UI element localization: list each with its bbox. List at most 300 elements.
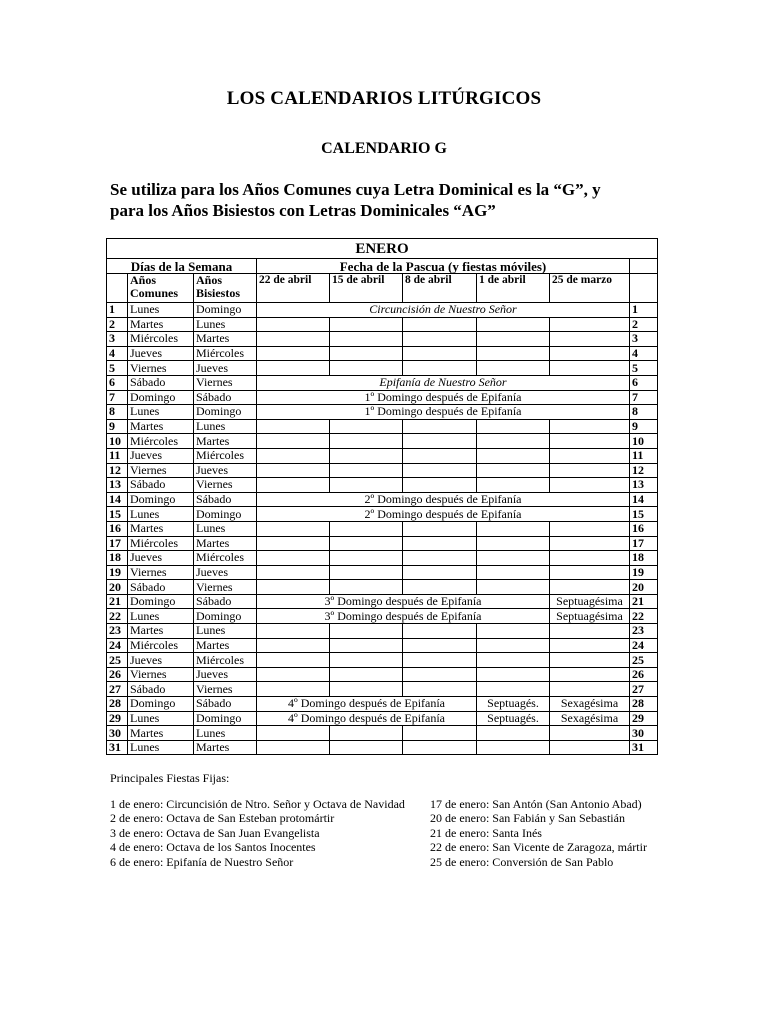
col-header-bisiestos: Años Bisiestos [194,274,257,303]
weekday-common-year: Viernes [128,667,194,682]
empty-cell [330,536,403,551]
empty-cell [403,740,477,755]
weekday-common-year: Jueves [128,653,194,668]
weekday-common-year: Sábado [128,375,194,390]
weekday-leap-year: Miércoles [194,346,257,361]
empty-cell [550,624,630,639]
empty-cell [477,434,550,449]
day-number: 18 [107,551,128,566]
weekday-leap-year: Sábado [194,390,257,405]
empty-cell [477,740,550,755]
empty-cell [330,478,403,493]
day-number: 26 [107,667,128,682]
empty-cell [257,463,330,478]
empty-cell [330,726,403,741]
calendar-row [107,740,658,755]
day-number-right: 21 [630,594,658,609]
calendar-row [107,434,658,449]
empty-cell [550,448,630,463]
day-number: 1 [107,303,128,318]
empty-cell [330,638,403,653]
day-number-right: 2 [630,317,658,332]
day-number-right: 18 [630,551,658,566]
empty-cell [477,536,550,551]
day-number: 19 [107,565,128,580]
weekday-leap-year: Lunes [194,419,257,434]
empty-cell [477,463,550,478]
empty-cell [550,419,630,434]
weekday-leap-year: Viernes [194,682,257,697]
day-number: 15 [107,507,128,522]
movable-feast: 1º Domingo después de Epifanía [257,390,630,405]
weekday-leap-year: Jueves [194,361,257,376]
empty-cell [477,361,550,376]
weekday-common-year: Sábado [128,580,194,595]
empty-cell [330,667,403,682]
weekday-leap-year: Viernes [194,375,257,390]
weekday-leap-year: Lunes [194,317,257,332]
movable-feast: 3º Domingo después de Epifanía [257,609,550,624]
empty-cell [403,361,477,376]
day-number-right: 1 [630,303,658,318]
day-number-right: 11 [630,448,658,463]
weekday-common-year: Jueves [128,346,194,361]
day-number-right: 31 [630,740,658,755]
empty-cell [550,463,630,478]
empty-cell [330,434,403,449]
day-number: 4 [107,346,128,361]
day-number-right: 30 [630,726,658,741]
empty-cell [403,536,477,551]
day-number: 9 [107,419,128,434]
fixed-feast-item: 22 de enero: San Vicente de Zaragoza, mártir [430,840,647,855]
fixed-feast-item: 1 de enero: Circuncisión de Ntro. Señor y Octava de Navidad [110,797,405,811]
weekday-common-year: Lunes [128,609,194,624]
empty-cell [403,565,477,580]
weekday-leap-year: Domingo [194,405,257,420]
empty-cell [550,565,630,580]
day-number: 21 [107,594,128,609]
day-number-right: 17 [630,536,658,551]
day-number-right: 27 [630,682,658,697]
empty-header-cell [630,259,658,274]
col-header-easter-date: 25 de marzo [550,274,630,303]
weekday-leap-year: Miércoles [194,551,257,566]
empty-cell [257,448,330,463]
weekday-common-year: Martes [128,624,194,639]
group-header-row [107,259,658,274]
empty-cell [403,726,477,741]
empty-cell [403,317,477,332]
weekday-leap-year: Martes [194,536,257,551]
calendar-row [107,303,658,318]
calendar-row [107,507,658,522]
empty-cell [477,580,550,595]
weekday-common-year: Miércoles [128,434,194,449]
empty-cell [257,726,330,741]
fixed-feast-item: 6 de enero: Epifanía de Nuestro Señor [110,854,294,869]
col-header-comunes: Años Comunes [128,274,194,303]
weekday-leap-year: Lunes [194,624,257,639]
fixed-feasts-left-list [110,797,405,869]
calendar-row [107,580,658,595]
calendar-row [107,405,658,420]
empty-cell [257,624,330,639]
calendar-row [107,682,658,697]
empty-cell [330,682,403,697]
empty-cell [257,536,330,551]
calendar-row [107,332,658,347]
day-number-right: 22 [630,609,658,624]
day-number: 7 [107,390,128,405]
calendar-row [107,492,658,507]
intro-line: Se utiliza para los Años Comunes cuya Letra Dominical es la “G”, y [110,180,601,199]
empty-cell [330,740,403,755]
day-number: 16 [107,521,128,536]
day-number-right: 8 [630,405,658,420]
day-number: 27 [107,682,128,697]
empty-cell [257,521,330,536]
weekday-leap-year: Sábado [194,697,257,712]
empty-cell [403,434,477,449]
empty-header-cell [107,274,128,303]
empty-cell [550,332,630,347]
weekday-leap-year: Domingo [194,303,257,318]
weekday-common-year: Miércoles [128,536,194,551]
empty-cell [550,346,630,361]
day-number: 11 [107,448,128,463]
empty-cell [257,580,330,595]
empty-cell [403,419,477,434]
empty-cell [550,638,630,653]
weekday-leap-year: Martes [194,434,257,449]
day-number: 29 [107,711,128,726]
empty-cell [477,667,550,682]
weekday-common-year: Viernes [128,565,194,580]
day-number-right: 13 [630,478,658,493]
weekday-common-year: Lunes [128,303,194,318]
weekday-leap-year: Martes [194,740,257,755]
day-number: 6 [107,375,128,390]
empty-cell [403,667,477,682]
movable-feast: Sexagésima [550,711,630,726]
weekday-common-year: Martes [128,726,194,741]
empty-cell [257,434,330,449]
weekday-common-year: Martes [128,521,194,536]
weekday-leap-year: Miércoles [194,448,257,463]
empty-cell [477,726,550,741]
empty-cell [550,536,630,551]
empty-cell [477,682,550,697]
calendar-row [107,726,658,741]
empty-cell [550,551,630,566]
intro-line: para los Años Bisiestos con Letras Dominicales “AG” [110,201,496,220]
empty-cell [403,478,477,493]
weekday-leap-year: Martes [194,332,257,347]
movable-feast: 2º Domingo después de Epifanía [257,492,630,507]
empty-cell [257,565,330,580]
calendar-row [107,697,658,712]
col-header-easter-date: 8 de abril [403,274,477,303]
empty-cell [257,419,330,434]
empty-cell [257,361,330,376]
empty-cell [550,478,630,493]
day-number-right: 14 [630,492,658,507]
month-header-row [107,239,658,259]
calendar-row [107,609,658,624]
weekday-common-year: Lunes [128,405,194,420]
empty-cell [330,551,403,566]
empty-cell [257,740,330,755]
weekday-common-year: Lunes [128,711,194,726]
calendar-row [107,551,658,566]
empty-cell [257,317,330,332]
empty-cell [330,361,403,376]
day-number-right: 15 [630,507,658,522]
day-number: 8 [107,405,128,420]
empty-cell [257,551,330,566]
day-number: 31 [107,740,128,755]
calendar-row [107,536,658,551]
empty-cell [330,317,403,332]
calendar-row [107,317,658,332]
calendar-row [107,521,658,536]
calendar-row [107,594,658,609]
day-number: 22 [107,609,128,624]
empty-cell [330,332,403,347]
empty-cell [403,580,477,595]
weekday-leap-year: Martes [194,638,257,653]
movable-feast: Septuagésima [550,609,630,624]
empty-cell [403,448,477,463]
empty-cell [330,565,403,580]
empty-cell [403,346,477,361]
calendar-table [106,238,658,755]
day-number: 5 [107,361,128,376]
empty-cell [477,317,550,332]
empty-cell [330,624,403,639]
empty-cell [257,478,330,493]
fixed-feasts-right-list [430,797,647,869]
month-name: ENERO [107,239,658,259]
empty-cell [477,478,550,493]
day-number: 2 [107,317,128,332]
calendar-row [107,361,658,376]
weekday-common-year: Viernes [128,463,194,478]
empty-cell [257,332,330,347]
empty-cell [330,653,403,668]
weekday-leap-year: Lunes [194,521,257,536]
day-number-right: 19 [630,565,658,580]
empty-cell [330,463,403,478]
calendar-row [107,478,658,493]
empty-cell [403,463,477,478]
movable-feast: 4º Domingo después de Epifanía [257,711,477,726]
weekday-common-year: Sábado [128,682,194,697]
day-number-right: 23 [630,624,658,639]
col-header-easter-date: 22 de abril [257,274,330,303]
day-number: 10 [107,434,128,449]
empty-cell [403,653,477,668]
empty-cell [257,667,330,682]
calendar-row [107,390,658,405]
fixed-feast-item: 4 de enero: Octava de los Santos Inocentes [110,840,316,855]
weekday-leap-year: Sábado [194,594,257,609]
empty-cell [403,624,477,639]
movable-feast: Septuagésima [550,594,630,609]
empty-cell [330,419,403,434]
weekday-group-header: Días de la Semana [107,259,257,274]
movable-feast: Septuagés. [477,697,550,712]
weekday-leap-year: Miércoles [194,653,257,668]
calendar-row [107,638,658,653]
day-number: 25 [107,653,128,668]
weekday-leap-year: Lunes [194,726,257,741]
weekday-common-year: Sábado [128,478,194,493]
movable-feast: 4º Domingo después de Epifanía [257,697,477,712]
col-header-easter-date: 1 de abril [477,274,550,303]
day-number: 3 [107,332,128,347]
weekday-leap-year: Domingo [194,711,257,726]
empty-cell [257,682,330,697]
fixed-feast-item: 25 de enero: Conversión de San Pablo [430,854,614,869]
empty-cell [330,346,403,361]
weekday-leap-year: Sábado [194,492,257,507]
fixed-feast-item: 21 de enero: Santa Inés [430,825,542,840]
weekday-common-year: Domingo [128,390,194,405]
fixed-feast-item: 17 de enero: San Antón (San Antonio Abad) [430,797,642,811]
weekday-common-year: Domingo [128,594,194,609]
weekday-leap-year: Domingo [194,609,257,624]
empty-cell [477,653,550,668]
fixed-feast-item: 20 de enero: San Fabián y San Sebastián [430,811,625,826]
empty-cell [477,521,550,536]
weekday-common-year: Viernes [128,361,194,376]
weekday-common-year: Jueves [128,551,194,566]
weekday-leap-year: Viernes [194,478,257,493]
empty-cell [477,638,550,653]
empty-cell [257,638,330,653]
empty-cell [477,624,550,639]
calendar-row [107,448,658,463]
empty-cell [477,565,550,580]
day-number-right: 20 [630,580,658,595]
day-number-right: 24 [630,638,658,653]
day-number-right: 25 [630,653,658,668]
empty-cell [403,332,477,347]
calendar-row [107,565,658,580]
weekday-leap-year: Domingo [194,507,257,522]
empty-header-cell [630,274,658,303]
day-number-right: 29 [630,711,658,726]
col-header-easter-date: 15 de abril [330,274,403,303]
weekday-leap-year: Jueves [194,565,257,580]
calendar-row [107,667,658,682]
empty-cell [403,638,477,653]
calendar-row [107,624,658,639]
day-number-right: 6 [630,375,658,390]
movable-feast: Epifanía de Nuestro Señor [257,375,630,390]
day-number-right: 12 [630,463,658,478]
empty-cell [403,682,477,697]
weekday-common-year: Domingo [128,697,194,712]
day-number-right: 10 [630,434,658,449]
intro-paragraph [110,179,670,221]
movable-feast: Septuagés. [477,711,550,726]
day-number: 17 [107,536,128,551]
day-number: 24 [107,638,128,653]
fixed-feasts-title: Principales Fiestas Fijas: [110,771,230,785]
empty-cell [550,317,630,332]
calendar-row [107,375,658,390]
column-header-row [107,274,658,303]
empty-cell [403,551,477,566]
day-number: 14 [107,492,128,507]
empty-cell [550,521,630,536]
empty-cell [477,332,550,347]
weekday-leap-year: Viernes [194,580,257,595]
day-number-right: 5 [630,361,658,376]
empty-cell [477,448,550,463]
day-number-right: 28 [630,697,658,712]
empty-cell [550,740,630,755]
weekday-common-year: Domingo [128,492,194,507]
fixed-feast-item: 2 de enero: Octava de San Esteban protomártir [110,811,335,826]
calendar-row [107,711,658,726]
empty-cell [257,346,330,361]
movable-feast: 3º Domingo después de Epifanía [257,594,550,609]
weekday-common-year: Martes [128,419,194,434]
day-number-right: 9 [630,419,658,434]
day-number: 30 [107,726,128,741]
weekday-common-year: Jueves [128,448,194,463]
calendar-row [107,463,658,478]
empty-cell [330,448,403,463]
calendar-row [107,346,658,361]
weekday-common-year: Lunes [128,507,194,522]
empty-cell [550,726,630,741]
empty-cell [550,653,630,668]
weekday-common-year: Lunes [128,740,194,755]
day-number: 23 [107,624,128,639]
empty-cell [257,653,330,668]
weekday-leap-year: Jueves [194,667,257,682]
calendar-row [107,653,658,668]
day-number-right: 16 [630,521,658,536]
empty-cell [403,521,477,536]
empty-cell [330,521,403,536]
movable-feast: 2º Domingo después de Epifanía [257,507,630,522]
day-number: 20 [107,580,128,595]
empty-cell [550,682,630,697]
easter-group-header: Fecha de la Pascua (y fiestas móviles) [257,259,630,274]
day-number: 28 [107,697,128,712]
empty-cell [550,667,630,682]
empty-cell [330,580,403,595]
empty-cell [550,434,630,449]
calendar-subtitle: CALENDARIO G [321,140,447,157]
weekday-common-year: Miércoles [128,332,194,347]
day-number-right: 7 [630,390,658,405]
day-number: 13 [107,478,128,493]
day-number-right: 3 [630,332,658,347]
movable-feast: Circuncisión de Nuestro Señor [257,303,630,318]
weekday-common-year: Martes [128,317,194,332]
weekday-leap-year: Jueves [194,463,257,478]
empty-cell [477,346,550,361]
movable-feast: 1º Domingo después de Epifanía [257,405,630,420]
weekday-common-year: Miércoles [128,638,194,653]
